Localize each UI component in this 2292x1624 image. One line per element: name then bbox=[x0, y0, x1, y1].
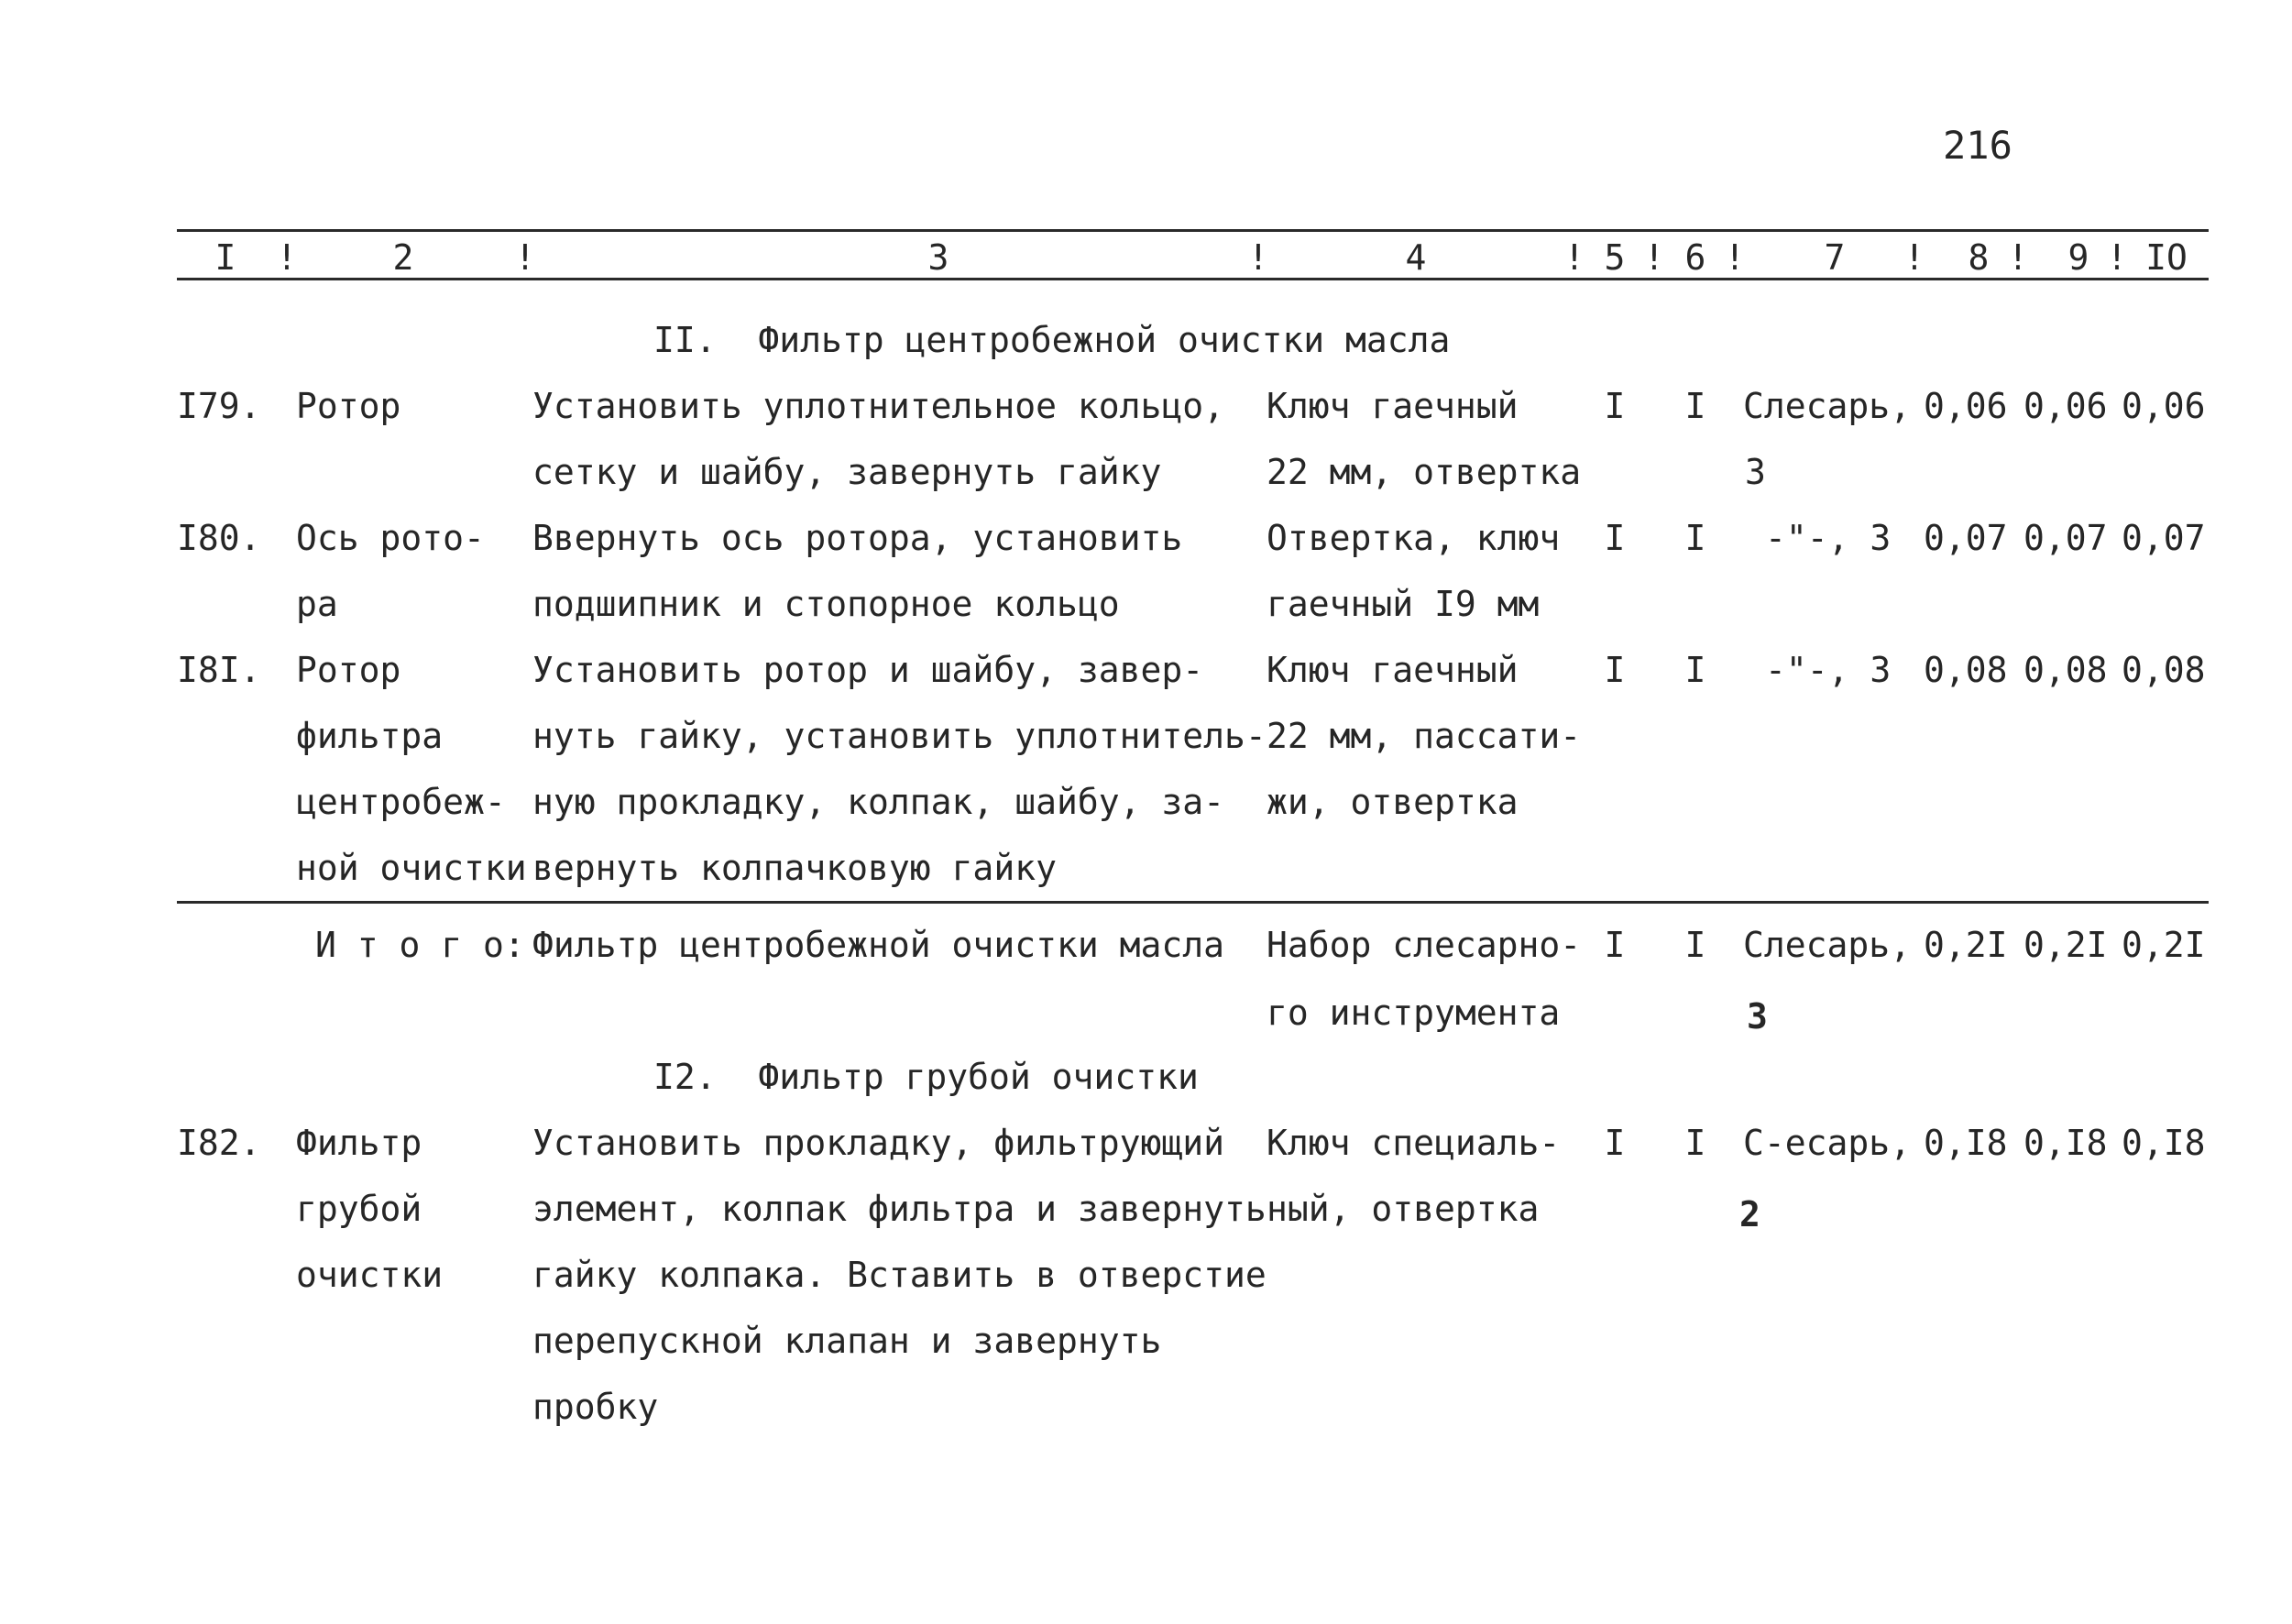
total-col9: 0,2I bbox=[2023, 925, 2108, 965]
row-operation: перепускной клапан и завернуть bbox=[532, 1321, 1162, 1361]
col-header-4: 4 bbox=[1405, 237, 1427, 278]
row-name: Ротор bbox=[296, 650, 401, 690]
row-col8: 0,I8 bbox=[1924, 1123, 2008, 1163]
row-col6: I bbox=[1684, 386, 1706, 426]
total-col10: 0,2I bbox=[2122, 925, 2206, 965]
row-col10: 0,06 bbox=[2122, 386, 2206, 426]
row-name: фильтра bbox=[296, 716, 444, 756]
row-col9: 0,08 bbox=[2023, 650, 2108, 690]
row-operation: нуть гайку, установить уплотнитель- bbox=[532, 716, 1267, 756]
row-number: I82. bbox=[177, 1123, 261, 1163]
row-tool: Ключ гаечный bbox=[1267, 386, 1519, 426]
total-operation: Фильтр центробежной очистки масла bbox=[532, 925, 1224, 965]
row-col6: I bbox=[1684, 518, 1706, 558]
row-worker: -"-, 3 bbox=[1765, 518, 1892, 558]
row-col10: 0,08 bbox=[2122, 650, 2206, 690]
row-col9: 0,07 bbox=[2023, 518, 2108, 558]
col-header-6: 6 bbox=[1684, 237, 1706, 278]
row-name: грубой bbox=[296, 1189, 422, 1229]
total-col8: 0,2I bbox=[1924, 925, 2008, 965]
row-worker: -"-, 3 bbox=[1765, 650, 1892, 690]
col-header-1: I bbox=[214, 237, 236, 278]
row-number: I79. bbox=[177, 386, 261, 426]
row-operation: элемент, колпак фильтра и завернуть bbox=[532, 1189, 1267, 1229]
row-operation: гайку колпака. Вставить в отверстие bbox=[532, 1255, 1267, 1295]
row-col8: 0,06 bbox=[1924, 386, 2008, 426]
col-separator: ! bbox=[514, 237, 536, 278]
page-number: 216 bbox=[1943, 123, 2012, 168]
row-operation: подшипник и стопорное кольцо bbox=[532, 584, 1120, 624]
col-header-8: 8 bbox=[1968, 237, 1990, 278]
header-top-rule bbox=[177, 229, 2209, 232]
total-col6: I bbox=[1684, 925, 1706, 965]
row-number: I8I. bbox=[177, 650, 261, 690]
col-header-3: 3 bbox=[927, 237, 949, 278]
row-name: ной очистки bbox=[296, 848, 527, 888]
row-col6: I bbox=[1684, 1123, 1706, 1163]
row-operation: Установить уплотнительное кольцо, bbox=[532, 386, 1224, 426]
row-tool: гаечный I9 мм bbox=[1267, 584, 1540, 624]
total-label: И т о г о: bbox=[315, 925, 525, 965]
row-name: центробеж- bbox=[296, 782, 506, 822]
row-col5: I bbox=[1604, 1123, 1626, 1163]
row-worker: Слесарь, bbox=[1743, 386, 1912, 426]
row-operation: Ввернуть ось ротора, установить bbox=[532, 518, 1183, 558]
row-col5: I bbox=[1604, 518, 1626, 558]
col-separator: ! bbox=[276, 237, 298, 278]
row-name: Ось рото- bbox=[296, 518, 485, 558]
total-rule bbox=[177, 901, 2209, 904]
col-separator: ! bbox=[1563, 237, 1585, 278]
row-operation: Установить ротор и шайбу, завер- bbox=[532, 650, 1204, 690]
row-name: очистки bbox=[296, 1255, 444, 1295]
section-title: II. Фильтр центробежной очистки масла bbox=[653, 320, 1451, 360]
row-operation: пробку bbox=[532, 1387, 659, 1427]
total-worker: Слесарь, bbox=[1743, 925, 1912, 965]
row-operation: Установить прокладку, фильтрующий bbox=[532, 1123, 1224, 1163]
row-tool: ный, отвертка bbox=[1267, 1189, 1540, 1229]
row-tool: Ключ специаль- bbox=[1267, 1123, 1561, 1163]
row-worker: С-есарь, bbox=[1743, 1123, 1912, 1163]
row-worker-grade: 3 bbox=[1745, 452, 1766, 492]
row-name: ра bbox=[296, 584, 338, 624]
col-separator: ! bbox=[2007, 237, 2029, 278]
row-tool: Отвертка, ключ bbox=[1267, 518, 1561, 558]
row-tool: жи, отвертка bbox=[1267, 782, 1519, 822]
col-header-10: IO bbox=[2145, 237, 2188, 278]
row-col9: 0,06 bbox=[2023, 386, 2108, 426]
row-col10: 0,I8 bbox=[2122, 1123, 2206, 1163]
row-operation: ную прокладку, колпак, шайбу, за- bbox=[532, 782, 1224, 822]
total-tool: го инструмента bbox=[1267, 993, 1561, 1033]
total-worker-grade: 3 bbox=[1747, 996, 1768, 1037]
row-operation: сетку и шайбу, завернуть гайку bbox=[532, 452, 1162, 492]
row-col8: 0,07 bbox=[1924, 518, 2008, 558]
row-col9: 0,I8 bbox=[2023, 1123, 2108, 1163]
row-col8: 0,08 bbox=[1924, 650, 2008, 690]
row-operation: вернуть колпачковую гайку bbox=[532, 848, 1057, 888]
col-header-5: 5 bbox=[1604, 237, 1626, 278]
row-tool: Ключ гаечный bbox=[1267, 650, 1519, 690]
col-separator: ! bbox=[1724, 237, 1746, 278]
row-tool: 22 мм, пассати- bbox=[1267, 716, 1582, 756]
row-name: Ротор bbox=[296, 386, 401, 426]
total-tool: Набор слесарно- bbox=[1267, 925, 1582, 965]
section-title: I2. Фильтр грубой очистки bbox=[653, 1057, 1199, 1097]
row-col6: I bbox=[1684, 650, 1706, 690]
col-separator: ! bbox=[1643, 237, 1665, 278]
header-bottom-rule bbox=[177, 278, 2209, 280]
col-header-2: 2 bbox=[392, 237, 414, 278]
row-name: Фильтр bbox=[296, 1123, 422, 1163]
row-col5: I bbox=[1604, 386, 1626, 426]
col-separator: ! bbox=[1247, 237, 1269, 278]
row-tool: 22 мм, отвертка bbox=[1267, 452, 1582, 492]
col-header-7: 7 bbox=[1824, 237, 1846, 278]
total-col5: I bbox=[1604, 925, 1626, 965]
row-col10: 0,07 bbox=[2122, 518, 2206, 558]
row-worker-grade: 2 bbox=[1739, 1194, 1760, 1234]
col-header-9: 9 bbox=[2067, 237, 2089, 278]
row-col5: I bbox=[1604, 650, 1626, 690]
col-separator: ! bbox=[1903, 237, 1925, 278]
row-number: I80. bbox=[177, 518, 261, 558]
col-separator: ! bbox=[2106, 237, 2128, 278]
